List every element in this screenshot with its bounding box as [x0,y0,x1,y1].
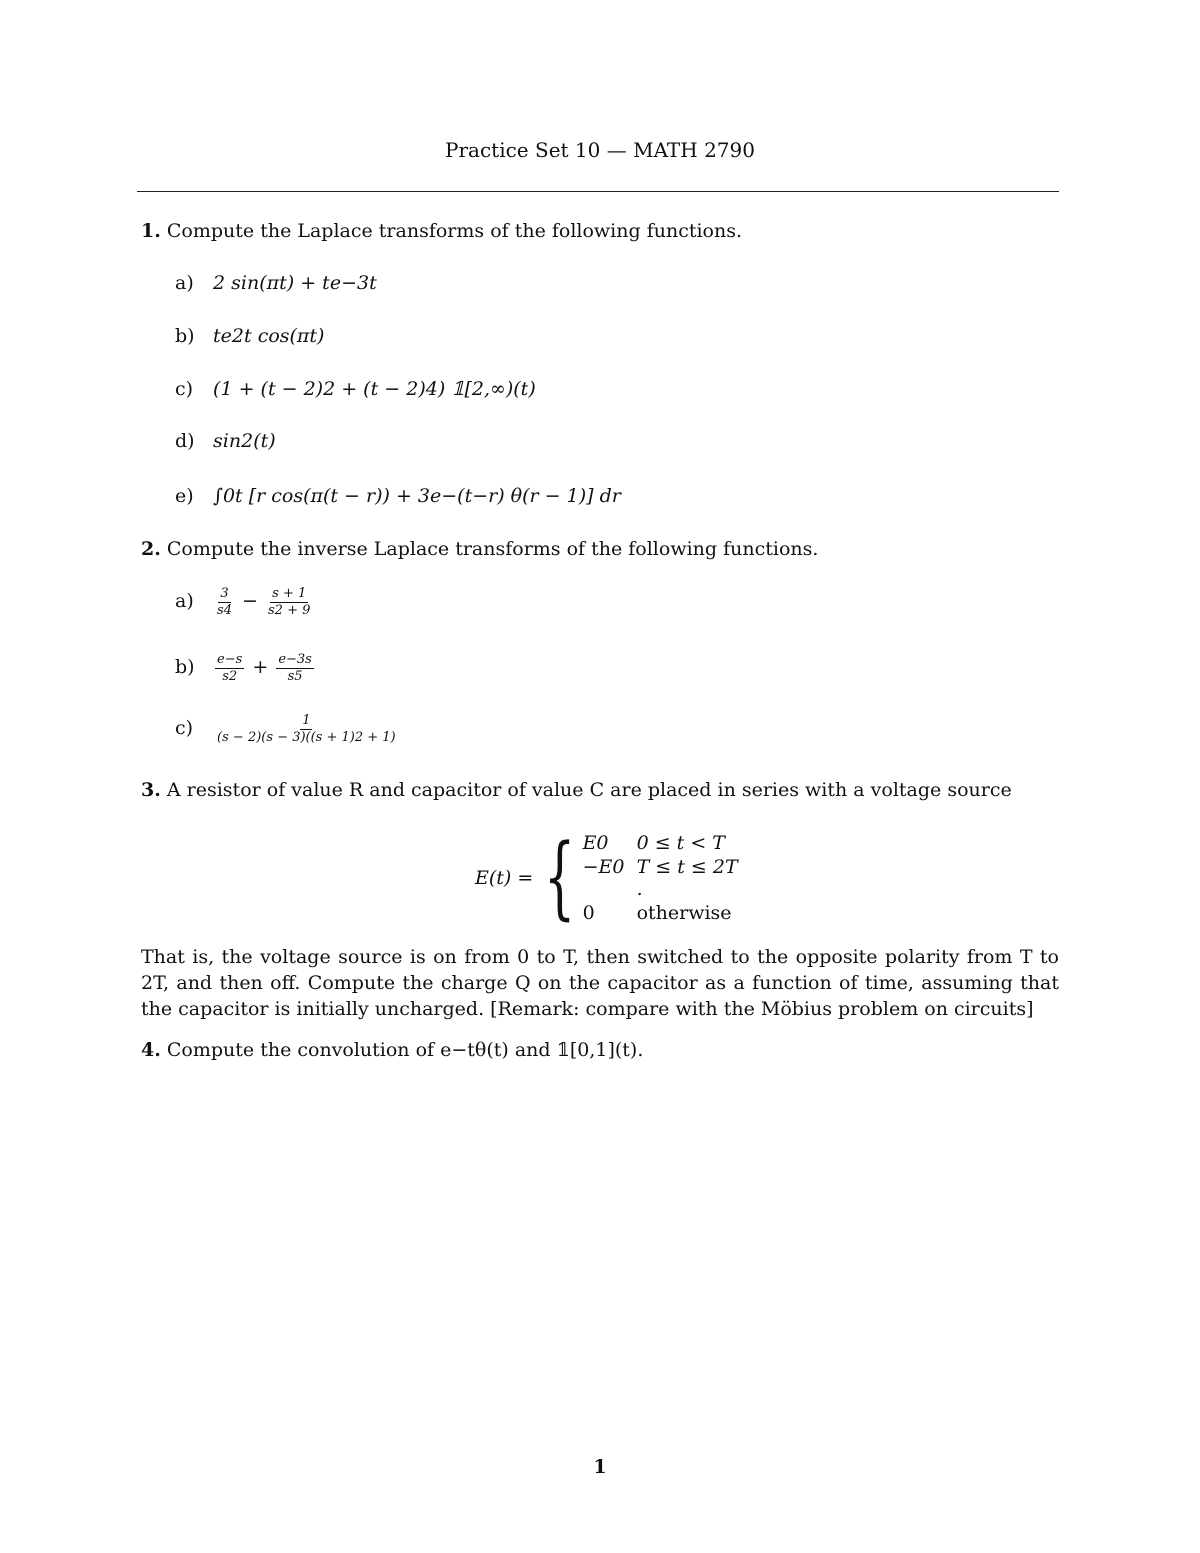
problem-2 [141,538,818,560]
math-expression: sin2(t) [213,430,276,452]
fraction [215,587,234,617]
problem-prompt: Compute the Laplace transforms of the following functions. [166,220,743,242]
piecewise-cases [583,832,747,924]
denominator: s2 + 9 [268,602,311,618]
fraction [215,714,398,744]
math-expression: 2 sin(πt) + te−3t [213,272,377,294]
problem-1-part-b [175,325,324,347]
problem-number: 2. [141,538,161,560]
problem-prompt: A resistor of value R and capacitor of value C are placed in series with a voltage source [166,779,1012,801]
case-condition: 0 ≤ t < T [636,832,725,854]
part-label: a) [175,590,194,613]
piecewise-lhs: E(t) = [475,867,534,889]
page-title: Practice Set 10 — MATH 2790 [445,138,755,162]
operator: + [252,656,269,679]
problem-number: 4. [141,1039,161,1061]
problem-prompt: Compute the inverse Laplace transforms of the following functions. [166,538,819,560]
problem-2-part-a [175,587,314,617]
numerator: 1 [302,713,311,728]
numerator: e−3s [278,652,312,667]
denominator: (s − 2)(s − 3)((s + 1)2 + 1) [217,729,396,745]
part-label: d) [175,430,195,452]
piecewise-function [475,825,747,930]
part-label: e) [175,485,194,507]
problem-4 [141,1039,643,1061]
math-expression: te2t cos(πt) [213,325,325,347]
problem-3 [141,779,1012,801]
problem-number: 3. [141,779,161,801]
part-label: b) [175,656,195,679]
left-brace: { [544,825,576,930]
case-value: E0 [582,832,609,854]
denominator: s2 [222,668,238,684]
problem-1-part-a [175,272,377,294]
problem-2-part-b [175,653,316,683]
case-condition: T ≤ t ≤ 2T . [636,856,738,900]
part-label: b) [175,325,195,347]
denominator: s4 [217,602,232,618]
operator: − [242,590,258,613]
numerator: 3 [220,586,229,601]
title-rule [137,191,1059,192]
problem-prompt: Compute the convolution of e−tθ(t) and 𝟙[0,1](t). [166,1039,644,1061]
case-value: −E0 [582,856,625,878]
problem-1-part-d [175,430,276,452]
problem-1 [141,220,742,242]
problem-1-part-c [175,378,536,400]
numerator: s + 1 [272,586,307,601]
problem-number: 1. [141,220,161,242]
case-value: 0 [582,902,595,924]
problem-1-part-e [175,485,621,507]
denominator: s5 [287,668,303,684]
problem-3-followup: That is, the voltage source is on from 0 to T, then switched to the opposite polarity from T to 2T, and then off. Compute the charge Q on the capacitor as a function of time, assuming that the capacitor is initially uncharged. [Remark: compare with the Möbius problem on circuits] [141,946,1059,1020]
part-label: c) [175,378,194,400]
fraction [215,653,244,683]
fraction [266,587,312,617]
page-number: 1 [593,1456,607,1478]
part-label: a) [175,272,194,294]
numerator: e−s [217,652,243,667]
case-condition: otherwise [636,902,732,924]
problem-2-part-c [175,714,400,744]
math-expression: ∫0t [r cos(π(t − r)) + 3e−(t−r) θ(r − 1)] dr [213,485,621,507]
part-label: c) [175,717,194,740]
math-expression: (1 + (t − 2)2 + (t − 2)4) 𝟙[2,∞)(t) [213,378,536,400]
fraction [276,653,314,683]
